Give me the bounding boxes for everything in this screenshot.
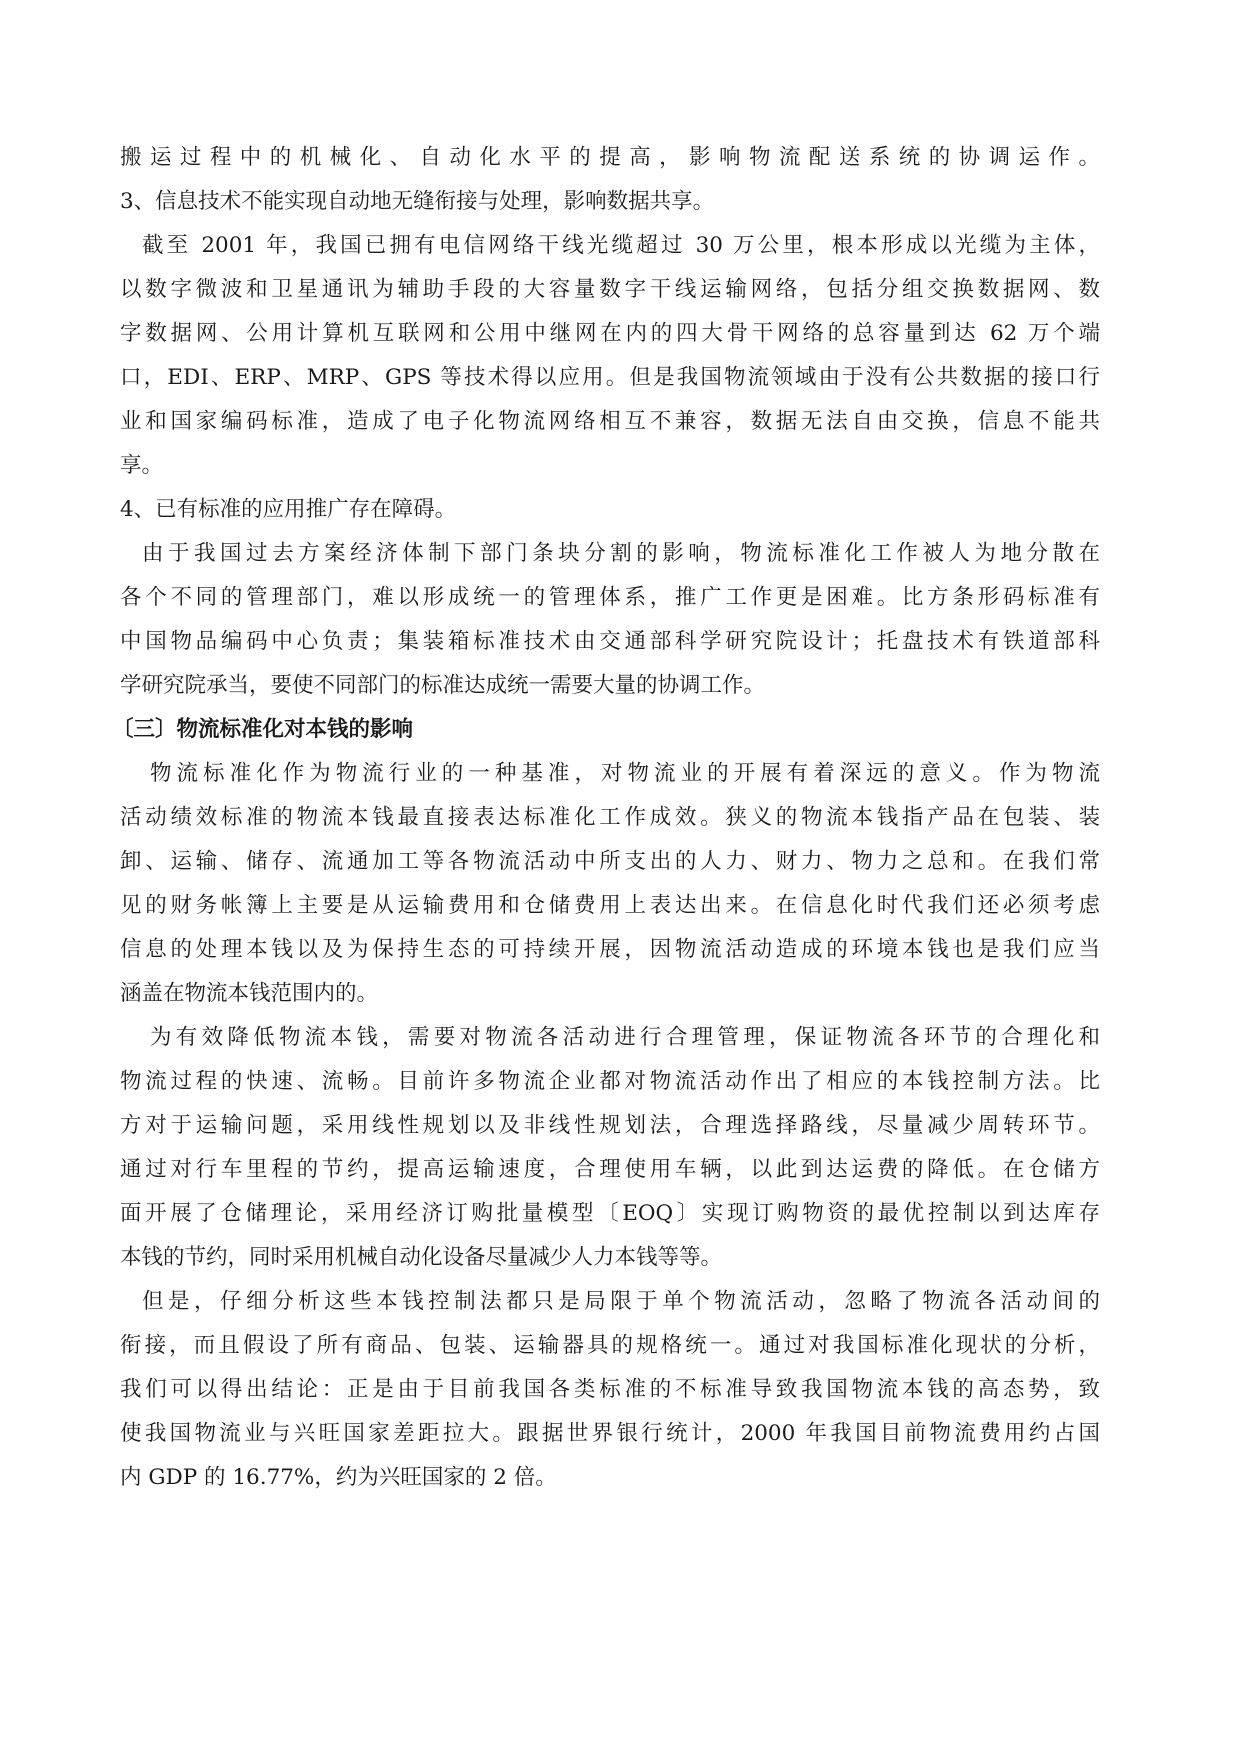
text-line: 为有效降低物流本钱，需要对物流各活动进行合理管理，保证物流各环节的合理化和 (150, 1025, 1100, 1050)
section-heading: 〔三〕物流标准化对本钱的影响 (112, 717, 414, 742)
text-line: 但是，仔细分析这些本钱控制法都只是局限于单个物流活动，忽略了物流各活动间的 (142, 1289, 1100, 1314)
text-line: 口，EDI、ERP、MRP、GPS 等技术得以应用。但是我国物流领域由于没有公共数据的接口行 (120, 365, 1100, 390)
text-line: 搬运过程中的机械化、自动化水平的提高，影响物流配送系统的协调运作。 (120, 145, 1100, 170)
text-line: 我们可以得出结论：正是由于目前我国各类标准的不标准导致我国物流本钱的高态势，致 (120, 1377, 1100, 1402)
text-line: 使我国物流业与兴旺国家差距拉大。跟据世界银行统计，2000 年我国目前物流费用约占国 (120, 1421, 1100, 1446)
text-line: 截至 2001 年，我国已拥有电信网络干线光缆超过 30 万公里，根本形成以光缆为主体， (142, 233, 1100, 258)
text-line: 衔接，而且假设了所有商品、包装、运输器具的规格统一。通过对我国标准化现状的分析， (120, 1333, 1100, 1358)
text-line: 享。 (120, 453, 164, 478)
text-line: 物流标准化作为物流行业的一种基准，对物流业的开展有着深远的意义。作为物流 (150, 761, 1100, 786)
text-line: 见的财务帐簿上主要是从运输费用和仓储费用上表达出来。在信息化时代我们还必须考虑 (120, 893, 1100, 918)
text-line: 中国物品编码中心负责；集装箱标准技术由交通部科学研究院设计；托盘技术有铁道部科 (120, 629, 1100, 654)
text-line: 通过对行车里程的节约，提高运输速度，合理使用车辆，以此到达运费的降低。在仓储方 (120, 1157, 1100, 1182)
text-line: 以数字微波和卫星通讯为辅助手段的大容量数字干线运输网络，包括分组交换数据网、数 (120, 277, 1100, 302)
text-line: 字数据网、公用计算机互联网和公用中继网在内的四大骨干网络的总容量到达 62 万个端 (120, 321, 1100, 346)
text-line: 方对于运输问题，采用线性规划以及非线性规划法，合理选择路线，尽量减少周转环节。 (120, 1113, 1100, 1138)
text-line: 学研究院承当，要使不同部门的标准达成统一需要大量的协调工作。 (120, 673, 766, 698)
text-line: 由于我国过去方案经济体制下部门条块分割的影响，物流标准化工作被人为地分散在 (142, 541, 1100, 566)
text-line: 卸、运输、储存、流通加工等各物流活动中所支出的人力、财力、物力之总和。在我们常 (120, 849, 1100, 874)
list-item-3: 3、信息技术不能实现自动地无缝衔接与处理，影响数据共享。 (120, 189, 715, 214)
list-item-4: 4、已有标准的应用推广存在障碍。 (120, 497, 457, 522)
text-line: 各个不同的管理部门，难以形成统一的管理体系，推广工作更是困难。比方条形码标准有 (120, 585, 1100, 610)
text-line: 涵盖在物流本钱范围内的。 (120, 981, 379, 1006)
text-line: 信息的处理本钱以及为保持生态的可持续开展，因物流活动造成的环境本钱也是我们应当 (120, 937, 1100, 962)
text-line: 面开展了仓储理论，采用经济订购批量模型〔EOQ〕实现订购物资的最优控制以到达库存 (120, 1201, 1100, 1226)
text-line: 本钱的节约，同时采用机械自动化设备尽量减少人力本钱等等。 (120, 1245, 723, 1270)
text-line: 物流过程的快速、流畅。目前许多物流企业都对物流活动作出了相应的本钱控制方法。比 (120, 1069, 1100, 1094)
text-line: 业和国家编码标准，造成了电子化物流网络相互不兼容，数据无法自由交换，信息不能共 (120, 409, 1100, 434)
text-line: 活动绩效标准的物流本钱最直接表达标准化工作成效。狭义的物流本钱指产品在包装、装 (120, 805, 1100, 830)
text-line: 内 GDP 的 16.77%，约为兴旺国家的 2 倍。 (120, 1465, 557, 1490)
